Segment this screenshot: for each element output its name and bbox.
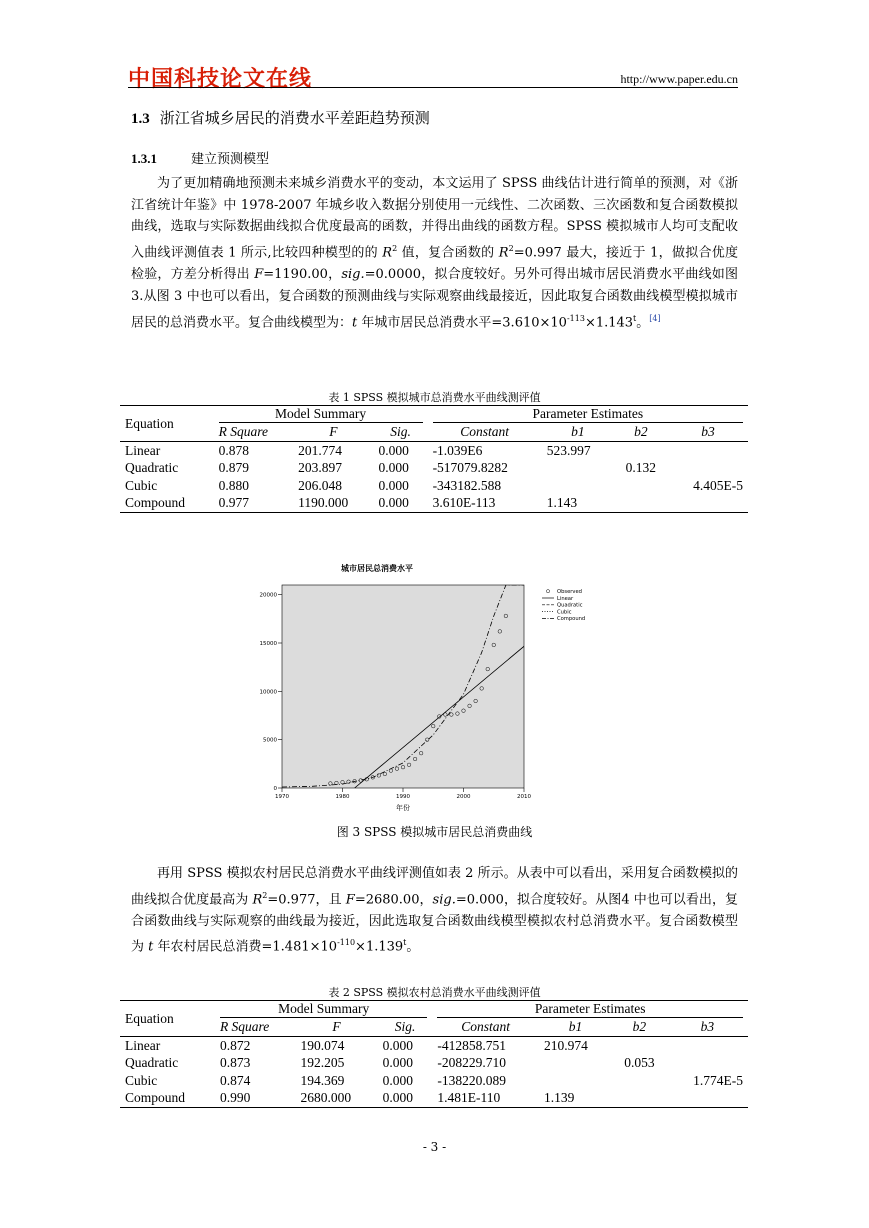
header-url[interactable]: http://www.paper.edu.cn: [620, 72, 738, 86]
plot-area: [282, 585, 524, 788]
table-row: Linear 0.878 201.774 0.000 -1.039E6 523.997: [125, 442, 591, 458]
x-axis: [275, 788, 531, 800]
site-logo: 中国科技论文在线: [128, 67, 313, 92]
table-header-equation: Equation: [120, 1001, 215, 1037]
legend-label: Cubic: [557, 609, 572, 616]
x-tick-label: 2000: [456, 794, 471, 800]
legend-marker: [546, 590, 549, 593]
y-tick-label: 20000: [259, 592, 277, 599]
x-tick-label: 1990: [396, 794, 410, 800]
table-row: Cubic 0.880 206.048 0.000 -343182.588 4.405E-5: [125, 477, 743, 493]
header-rule: [128, 87, 738, 88]
table-row: Quadratic 0.879 203.897 0.000 -517079.8282 0.132: [125, 460, 657, 476]
y-tick-label: 0: [273, 786, 277, 792]
table2: Equation Model Summary Parameter Estimates R Square F Sig. Constant b1 b2 b3 Linear 0.872 190.074 0.000 -412858.751 210.974 Quadratic 0.873 192.205 0.000 -208229.710 0.053 Cubic 0.874 194.369 0.000 -138220.089 1.774E-5 Compound 0.990 2680.000 0.000 1.481E-110 1.139: [120, 1000, 748, 1108]
x-tick-label: 1980: [335, 794, 350, 800]
table-header-equation: Equation: [120, 406, 214, 442]
legend-label: Quadratic: [557, 602, 583, 609]
subsection-heading: 1.3.1 建立预测模型: [131, 151, 270, 167]
table-row: Compound 0.990 2680.000 0.000 1.481E-110 1.139: [120, 1090, 748, 1108]
legend-label: Observed: [557, 589, 582, 595]
table1: Equation Model Summary Parameter Estimates R Square F Sig. Constant b1 b2 b3 Linear 0.878 201.774 0.000 -1.039E6 523.997 Quadratic 0.879 203.897 0.000 -517079.8282 0.132 Cubic 0.880 206.048 0.000 -343182.588 4.405E-5 Compound 0.977 1190.000 0.000 3.610E-113 1.143: [120, 405, 748, 513]
table-header-parameter-estimates: Parameter Estimates: [428, 406, 748, 424]
legend-label: Compound: [557, 616, 586, 623]
x-tick-label: 2010: [517, 794, 531, 800]
page-number: - 3 -: [422, 1140, 447, 1154]
y-axis: [260, 593, 283, 792]
table-row: Compound 0.977 1190.000 0.000 3.610E-113 1.143: [120, 495, 748, 513]
table-header-model-summary: Model Summary: [215, 1001, 432, 1019]
chart-legend: [542, 589, 585, 622]
chart-title: 城市居民总消费水平: [341, 564, 413, 573]
section-heading: 1.3 浙江省城乡居民的消费水平差距趋势预测: [131, 109, 430, 127]
y-tick-label: 10000: [259, 689, 277, 696]
x-axis-label: 年份: [396, 804, 410, 812]
table-row: Cubic 0.874 194.369 0.000 -138220.089 1.774E-5: [125, 1072, 743, 1088]
legend-label: Linear: [557, 595, 574, 602]
citation-link[interactable]: [4]: [649, 313, 661, 323]
table-header-model-summary: Model Summary: [214, 406, 428, 424]
paragraph-2: 再用 SPSS 模拟农村居民总消费水平曲线评测值如表 2 所示。从表中可以看出，采用复合函数模拟的曲线拟合优度最高为 $R^2=0.977$，且 F=2680.00，sig.=0.000，拟合度较好。从图4 中也可以看出，复合函数曲线与实际观察的曲线最为接近，因此选取复合函数曲线模型模拟农村总消费水平。复合函数模型为 t 年农村居民总消费$=1.481\times 10^{-110}\times 1.139^t$。: [131, 866, 739, 955]
paragraph-1: 为了更加精确地预测未来城乡消费水平的变动，本文运用了 SPSS 曲线估计进行简单的预测，对《浙江省统计年鉴》中 1978-2007 年城乡收入数据分别使用一元线性、二次函数、三次函数和复合函数模拟曲线，选取与实际数据曲线拟合优度最高的函数，并得出曲线的函数方程。SPSS 模拟城市人均可支配收入曲线评测值表 1 所示,比较四种模型的的 $R^2$ 值，复合函数的 $R^2=0.997$ 最大，接近于 1，做拟合优度检验，方差分析得出 F=1190.00，sig.=0.0000，拟合度较好。另外可得出城市居民消费水平曲线如图 3.从图 3 中也可以看出，复合函数的预测曲线与实际观察曲线最接近，因此取复合函数曲线模型模拟城市居民的总消费水平。复合曲线模型为：t 年城市居民总消费水平$=3.610\times 10^{-113}\times 1.143^t$。[4]: [131, 176, 738, 330]
x-tick-label: 1970: [275, 794, 289, 800]
table-row: Linear 0.872 190.074 0.000 -412858.751 210.974: [125, 1037, 588, 1053]
table-header-parameter-estimates: Parameter Estimates: [432, 1001, 748, 1019]
table2-caption: 表 2 SPSS 模拟农村总消费水平曲线测评值: [328, 986, 541, 999]
figure3-caption: 图 3 SPSS 模拟城市居民总消费曲线: [336, 825, 533, 839]
y-tick-label: 15000: [259, 641, 277, 647]
table-row: Quadratic 0.873 192.205 0.000 -208229.710 0.053: [125, 1055, 655, 1071]
y-tick-label: 5000: [263, 737, 277, 744]
table1-caption: 表 1 SPSS 模拟城市总消费水平曲线测评值: [328, 391, 541, 404]
figure3-chart: [240, 555, 620, 817]
